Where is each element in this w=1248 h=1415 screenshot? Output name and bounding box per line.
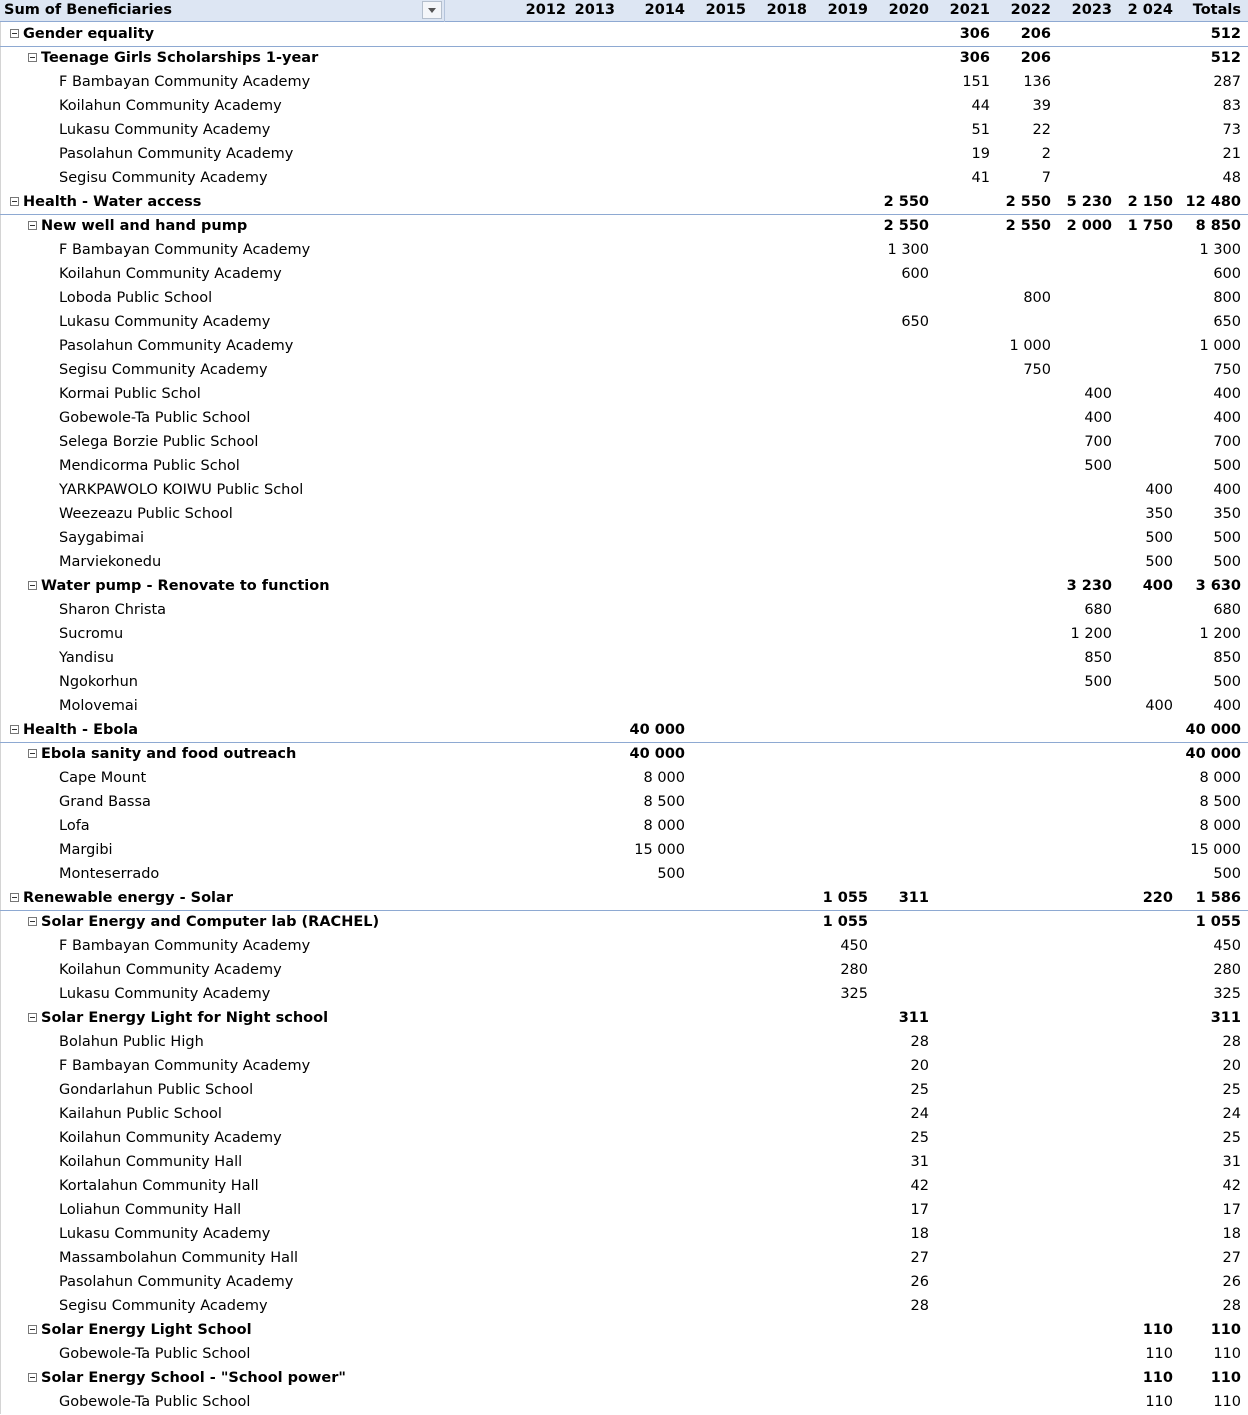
value-cell[interactable]: 1 055 [1195,914,1241,930]
value-cell[interactable]: 220 [1142,890,1173,906]
row-label: F Bambayan Community Academy [59,1058,311,1074]
value-cell[interactable]: 1 300 [887,242,929,258]
value-cell[interactable]: 42 [910,1178,929,1194]
value-cell[interactable]: 3 230 [1066,578,1112,594]
value-cell[interactable]: 8 000 [643,770,685,786]
value-cell[interactable]: 206 [1020,26,1051,42]
value-cell[interactable]: 750 [1213,362,1241,378]
value-cell[interactable]: 400 [1213,410,1241,426]
value-cell[interactable]: 500 [1145,530,1173,546]
row-label: Segisu Community Academy [59,362,268,378]
value-cell[interactable]: 280 [840,962,868,978]
value-cell[interactable]: 800 [1213,290,1241,306]
table-row[interactable] [0,1271,1248,1295]
value-cell[interactable]: 700 [1084,434,1112,450]
value-cell[interactable]: 8 500 [643,794,685,810]
value-cell[interactable]: 1 200 [1070,626,1112,642]
value-cell[interactable]: 42 [1222,1178,1241,1194]
value-cell[interactable]: 1 000 [1199,338,1241,354]
value-cell[interactable]: 1 055 [822,914,868,930]
value-cell[interactable]: 500 [1145,554,1173,570]
table-row[interactable] [0,479,1248,503]
value-cell[interactable]: 1 000 [1009,338,1051,354]
row-label: Health - Water access [23,194,202,210]
value-cell[interactable]: 25 [910,1082,929,1098]
value-cell[interactable]: 110 [1145,1394,1173,1410]
table-row[interactable] [0,407,1248,431]
collapse-toggle-icon[interactable] [10,29,19,38]
column-header-2014[interactable]: 2014 [644,2,685,18]
value-cell[interactable]: 15 000 [1190,842,1241,858]
value-cell[interactable]: 400 [1142,578,1173,594]
value-cell[interactable]: 136 [1023,74,1051,90]
value-cell[interactable]: 40 000 [1185,746,1241,762]
row-label: Massambolahun Community Hall [59,1250,299,1266]
row-label: Koilahun Community Academy [59,266,282,282]
row-label: Solar Energy Light School [41,1322,252,1338]
table-row[interactable] [0,119,1248,143]
value-cell[interactable]: 40 000 [629,722,685,738]
value-cell[interactable]: 12 480 [1185,194,1241,210]
value-cell[interactable]: 500 [1084,674,1112,690]
table-row[interactable] [0,383,1248,407]
row-label: Health - Ebola [23,722,139,738]
row-label: Renewable energy - Solar [23,890,233,906]
value-cell[interactable]: 26 [910,1274,929,1290]
value-cell[interactable]: 24 [910,1106,929,1122]
value-cell[interactable]: 28 [1222,1298,1241,1314]
row-label: Loboda Public School [59,290,213,306]
value-cell[interactable]: 600 [901,266,929,282]
pivot-header-row [0,0,1248,22]
table-row[interactable] [0,1295,1248,1319]
row-label: Lukasu Community Academy [59,986,271,1002]
table-row[interactable] [0,1391,1248,1415]
subgroup-row[interactable] [0,1319,1248,1343]
group-row[interactable] [0,887,1248,911]
row-label: Segisu Community Academy [59,170,268,186]
value-cell[interactable]: 400 [1084,410,1112,426]
row-label: Kortalahun Community Hall [59,1178,259,1194]
value-cell[interactable]: 19 [971,146,990,162]
table-row[interactable] [0,599,1248,623]
column-header-2015[interactable]: 2015 [705,2,746,18]
value-cell[interactable]: 41 [971,170,990,186]
row-label: Kailahun Public School [59,1106,222,1122]
row-label: Gobewole-Ta Public School [59,410,251,426]
value-cell[interactable]: 500 [1213,866,1241,882]
table-row[interactable] [0,1247,1248,1271]
collapse-toggle-icon[interactable] [10,197,19,206]
value-cell[interactable]: 280 [1213,962,1241,978]
value-cell[interactable]: 151 [962,74,990,90]
row-label: Sharon Christa [59,602,167,618]
column-header-2022[interactable]: 2022 [1010,2,1051,18]
table-row[interactable] [0,527,1248,551]
table-row[interactable] [0,431,1248,455]
value-cell[interactable]: 700 [1213,434,1241,450]
row-label: Loliahun Community Hall [59,1202,242,1218]
value-cell[interactable]: 40 000 [1185,722,1241,738]
table-row[interactable] [0,1079,1248,1103]
column-header-Totals[interactable]: Totals [1192,2,1241,18]
value-cell[interactable]: 110 [1213,1394,1241,1410]
subgroup-row[interactable] [0,215,1248,239]
row-label: F Bambayan Community Academy [59,938,311,954]
collapse-toggle-icon[interactable] [28,581,37,590]
value-cell[interactable]: 27 [910,1250,929,1266]
row-label: Weezeazu Public School [59,506,233,522]
value-cell[interactable]: 325 [1213,986,1241,1002]
table-row[interactable] [0,239,1248,263]
value-cell[interactable]: 800 [1023,290,1051,306]
table-row[interactable] [0,167,1248,191]
row-label: Ngokorhun [59,674,138,690]
table-row[interactable] [0,335,1248,359]
value-cell[interactable]: 27 [1222,1250,1241,1266]
value-cell[interactable]: 650 [1213,314,1241,330]
value-cell[interactable]: 306 [959,26,990,42]
value-cell[interactable]: 400 [1213,482,1241,498]
table-row[interactable] [0,1175,1248,1199]
table-row[interactable] [0,959,1248,983]
row-label: Kormai Public Schol [59,386,201,402]
value-cell[interactable]: 110 [1142,1370,1173,1386]
collapse-toggle-icon[interactable] [28,1013,37,1022]
value-cell[interactable]: 18 [910,1226,929,1242]
row-label: Teenage Girls Scholarships 1-year [41,50,319,66]
table-row[interactable] [0,935,1248,959]
value-cell[interactable]: 8 000 [1199,770,1241,786]
header-divider [444,0,445,22]
row-label: YARKPAWOLO KOIWU Public Schol [59,482,304,498]
value-cell[interactable]: 31 [910,1154,929,1170]
column-header-2020[interactable]: 2020 [888,2,929,18]
group-row[interactable] [0,719,1248,743]
value-cell[interactable]: 25 [910,1130,929,1146]
value-cell[interactable]: 25 [1222,1082,1241,1098]
row-label: Ebola sanity and food outreach [41,746,297,762]
row-label: Lukasu Community Academy [59,122,271,138]
value-cell[interactable]: 287 [1213,74,1241,90]
value-cell[interactable]: 18 [1222,1226,1241,1242]
value-cell[interactable]: 7 [1041,170,1051,186]
value-cell[interactable]: 400 [1213,386,1241,402]
value-cell[interactable]: 2 550 [1005,194,1051,210]
collapse-toggle-icon[interactable] [10,893,19,902]
row-label: Lukasu Community Academy [59,314,271,330]
value-cell[interactable]: 51 [971,122,990,138]
value-cell[interactable]: 512 [1210,50,1241,66]
row-label: Solar Energy School - "School power" [41,1370,346,1386]
value-cell[interactable]: 8 000 [1199,818,1241,834]
row-label: Lukasu Community Academy [59,1226,271,1242]
column-header-2023[interactable]: 2023 [1071,2,1112,18]
table-row[interactable] [0,863,1248,887]
value-cell[interactable]: 2 550 [883,218,929,234]
value-cell[interactable]: 20 [1222,1058,1241,1074]
value-cell[interactable]: 450 [1213,938,1241,954]
table-row[interactable] [0,71,1248,95]
row-label: Bolahun Public High [59,1034,204,1050]
value-cell[interactable]: 28 [1222,1034,1241,1050]
value-cell[interactable]: 206 [1020,50,1051,66]
value-cell[interactable]: 2 [1041,146,1051,162]
value-cell[interactable]: 17 [910,1202,929,1218]
value-cell[interactable]: 512 [1210,26,1241,42]
row-label: Gobewole-Ta Public School [59,1394,251,1410]
value-cell[interactable]: 311 [1210,1010,1241,1026]
value-cell[interactable]: 306 [959,50,990,66]
value-cell[interactable]: 500 [657,866,685,882]
column-header-2012[interactable]: 2012 [525,2,566,18]
row-label: Water pump - Renovate to function [41,578,330,594]
value-cell[interactable]: 1 300 [1199,242,1241,258]
group-row[interactable] [0,191,1248,215]
column-header-2018[interactable]: 2018 [766,2,807,18]
row-label: Molovemai [59,698,138,714]
table-row[interactable] [0,1343,1248,1367]
value-cell[interactable]: 20 [910,1058,929,1074]
row-label: Gender equality [23,26,155,42]
value-cell[interactable]: 24 [1222,1106,1241,1122]
table-row[interactable] [0,311,1248,335]
value-cell[interactable]: 680 [1084,602,1112,618]
value-cell[interactable]: 39 [1032,98,1051,114]
row-label: Cape Mount [59,770,147,786]
value-cell[interactable]: 500 [1213,554,1241,570]
value-cell[interactable]: 450 [840,938,868,954]
value-cell[interactable]: 25 [1222,1130,1241,1146]
column-header-2013[interactable]: 2013 [574,2,615,18]
table-row[interactable] [0,95,1248,119]
collapse-toggle-icon[interactable] [28,1373,37,1382]
value-cell[interactable]: 40 000 [629,746,685,762]
table-row[interactable] [0,695,1248,719]
value-cell[interactable]: 500 [1213,458,1241,474]
collapse-toggle-icon[interactable] [28,1325,37,1334]
table-row[interactable] [0,839,1248,863]
value-cell[interactable]: 350 [1213,506,1241,522]
table-row[interactable] [0,1055,1248,1079]
row-label: Sucromu [59,626,124,642]
value-cell[interactable]: 350 [1145,506,1173,522]
table-row[interactable] [0,647,1248,671]
value-cell[interactable]: 311 [898,1010,929,1026]
value-cell[interactable]: 2 550 [883,194,929,210]
value-cell[interactable]: 5 230 [1066,194,1112,210]
row-label: Margibi [59,842,113,858]
value-cell[interactable]: 110 [1142,1322,1173,1338]
value-cell[interactable]: 500 [1213,530,1241,546]
row-label: Lofa [59,818,90,834]
table-row[interactable] [0,455,1248,479]
value-cell[interactable]: 400 [1145,482,1173,498]
column-header-2021[interactable]: 2021 [949,2,990,18]
collapse-toggle-icon[interactable] [28,917,37,926]
row-label: Marviekonedu [59,554,162,570]
row-label: Mendicorma Public Schol [59,458,240,474]
value-cell[interactable]: 8 500 [1199,794,1241,810]
value-cell[interactable]: 1 200 [1199,626,1241,642]
row-label: F Bambayan Community Academy [59,242,311,258]
collapse-toggle-icon[interactable] [28,749,37,758]
subgroup-row[interactable] [0,911,1248,935]
column-header-2024[interactable]: 2 024 [1127,2,1173,18]
table-row[interactable] [0,1199,1248,1223]
row-label: Solar Energy and Computer lab (RACHEL) [41,914,380,930]
filter-dropdown-icon[interactable] [422,1,442,19]
value-cell[interactable]: 26 [1222,1274,1241,1290]
row-label: Selega Borzie Public School [59,434,259,450]
value-cell[interactable]: 22 [1032,122,1051,138]
value-cell[interactable]: 1 750 [1127,218,1173,234]
table-row[interactable] [0,815,1248,839]
value-cell[interactable]: 400 [1084,386,1112,402]
value-cell[interactable]: 400 [1145,698,1173,714]
value-cell[interactable]: 28 [910,1034,929,1050]
row-label: Gobewole-Ta Public School [59,1346,251,1362]
table-row[interactable] [0,359,1248,383]
value-cell[interactable]: 21 [1222,146,1241,162]
row-label: Koilahun Community Academy [59,962,282,978]
value-cell[interactable]: 680 [1213,602,1241,618]
value-cell[interactable]: 650 [901,314,929,330]
row-label: Monteserrado [59,866,160,882]
value-cell[interactable]: 28 [910,1298,929,1314]
value-cell[interactable]: 17 [1222,1202,1241,1218]
row-label: Solar Energy Light for Night school [41,1010,329,1026]
value-cell[interactable]: 73 [1222,122,1241,138]
table-row[interactable] [0,983,1248,1007]
value-cell[interactable]: 2 150 [1127,194,1173,210]
row-label: Gondarlahun Public School [59,1082,254,1098]
value-cell[interactable]: 325 [840,986,868,1002]
table-row[interactable] [0,143,1248,167]
value-cell[interactable]: 8 850 [1195,218,1241,234]
value-cell[interactable]: 8 000 [643,818,685,834]
value-cell[interactable]: 500 [1084,458,1112,474]
value-cell[interactable]: 850 [1213,650,1241,666]
row-label: Pasolahun Community Academy [59,146,294,162]
row-label: Koilahun Community Hall [59,1154,243,1170]
value-cell[interactable]: 44 [971,98,990,114]
collapse-toggle-icon[interactable] [28,53,37,62]
value-cell[interactable]: 15 000 [634,842,685,858]
value-cell[interactable]: 110 [1210,1370,1241,1386]
value-cell[interactable]: 1 586 [1195,890,1241,906]
subgroup-row[interactable] [0,743,1248,767]
collapse-toggle-icon[interactable] [28,221,37,230]
table-row[interactable] [0,623,1248,647]
value-cell[interactable]: 1 055 [822,890,868,906]
value-cell[interactable]: 311 [898,890,929,906]
row-label: Koilahun Community Academy [59,98,282,114]
table-row[interactable] [0,671,1248,695]
table-row[interactable] [0,503,1248,527]
row-label: Pasolahun Community Academy [59,1274,294,1290]
value-cell[interactable]: 83 [1222,98,1241,114]
table-row[interactable] [0,767,1248,791]
subgroup-row[interactable] [0,1367,1248,1391]
value-cell[interactable]: 48 [1222,170,1241,186]
pivot-value-field-label[interactable]: Sum of Beneficiaries [4,2,172,18]
value-cell[interactable]: 850 [1084,650,1112,666]
row-label: Segisu Community Academy [59,1298,268,1314]
table-row[interactable] [0,1031,1248,1055]
table-row[interactable] [0,1103,1248,1127]
row-label: Grand Bassa [59,794,151,810]
value-cell[interactable]: 110 [1213,1346,1241,1362]
row-label: New well and hand pump [41,218,248,234]
value-cell[interactable]: 31 [1222,1154,1241,1170]
value-cell[interactable]: 750 [1023,362,1051,378]
value-cell[interactable]: 600 [1213,266,1241,282]
subgroup-row[interactable] [0,1007,1248,1031]
table-row[interactable] [0,791,1248,815]
collapse-toggle-icon[interactable] [10,725,19,734]
table-row[interactable] [0,551,1248,575]
table-row[interactable] [0,1223,1248,1247]
value-cell[interactable]: 3 630 [1195,578,1241,594]
subgroup-row[interactable] [0,47,1248,71]
table-row[interactable] [0,1151,1248,1175]
table-row[interactable] [0,1127,1248,1151]
row-label: F Bambayan Community Academy [59,74,311,90]
value-cell[interactable]: 110 [1145,1346,1173,1362]
column-header-2019[interactable]: 2019 [827,2,868,18]
table-row[interactable] [0,287,1248,311]
row-label: Pasolahun Community Academy [59,338,294,354]
value-cell[interactable]: 2 550 [1005,218,1051,234]
table-row[interactable] [0,263,1248,287]
value-cell[interactable]: 500 [1213,674,1241,690]
group-row[interactable] [0,23,1248,47]
value-cell[interactable]: 110 [1210,1322,1241,1338]
row-label: Saygabimai [59,530,145,546]
value-cell[interactable]: 400 [1213,698,1241,714]
row-label: Yandisu [59,650,114,666]
subgroup-row[interactable] [0,575,1248,599]
value-cell[interactable]: 2 000 [1066,218,1112,234]
row-label: Koilahun Community Academy [59,1130,282,1146]
